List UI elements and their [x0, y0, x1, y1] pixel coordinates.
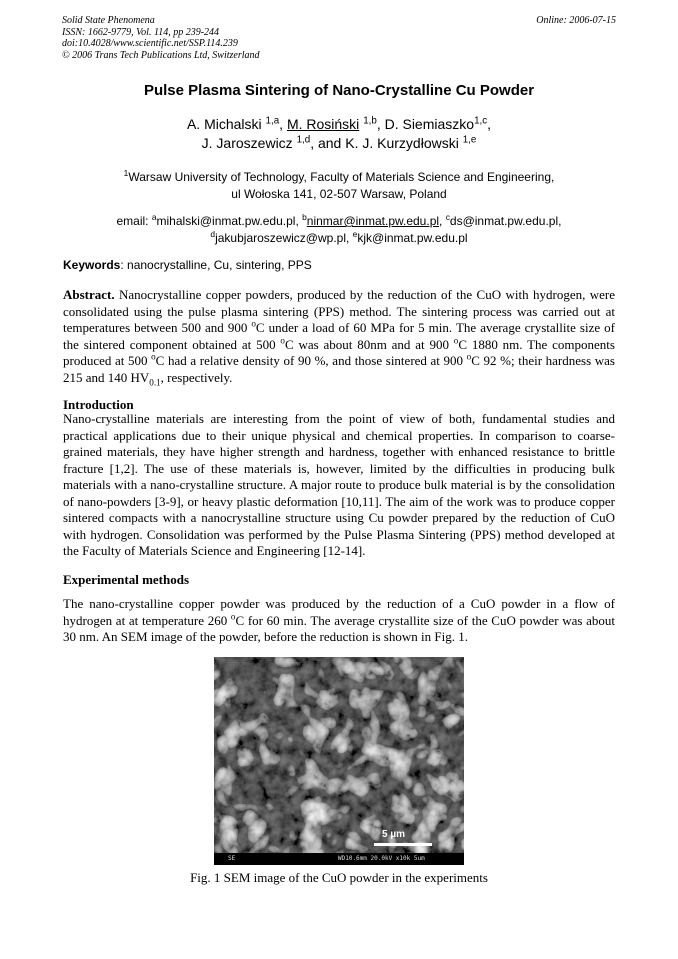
author-and: and: [317, 135, 342, 151]
scale-bar-label: 5 µm: [382, 829, 405, 840]
email-block: email: $^a$mihalski@inmat.pw.edu.pl, $^b$ninmar@inmat.pw.edu.pl, $^c$ds@inmat.pw.edu.pl, $^d$jakubjaroszewicz@wp.pl, $^e$kjk@inmat.pw.edu.pl: [116, 212, 562, 245]
author-name: M. Rosiński: [286, 116, 360, 132]
abstract-text: , respectively.: [160, 369, 233, 385]
doi-line: doi:10.4028/www.scientific.net/SSP.114.239: [62, 38, 238, 49]
scale-bar: [374, 843, 432, 846]
affiliation-line: ul Wołoska 141, 02-507 Warsaw, Poland: [231, 186, 447, 201]
keywords-text: : nanocrystalline, Cu, sintering, PPS: [120, 258, 312, 272]
degree-sup: o: [251, 318, 256, 329]
author-name: J. Jaroszewicz: [201, 135, 293, 151]
email-link[interactable]: ninmar@inmat.pw.edu.pl: [306, 214, 440, 228]
author-sup: 1,a: [265, 115, 280, 127]
abstract: [63, 287, 615, 386]
figure-caption: Fig. 1 SEM image of the CuO powder in the experiments: [190, 870, 488, 885]
abstract-text: Nanocrystalline copper powders, produced by the reduction of the CuO with hydrogen, were consolidated using the pulse plasma sintering (PPS) method. The sintering process was carried out at temperatures between 500 and 900: [63, 287, 615, 335]
abstract-text: C under a load of 60 MPa for 5 min. The average crystallite size of the sintered component obtained at 500: [63, 320, 615, 352]
email-link[interactable]: mihalski@inmat.pw.edu.pl: [156, 214, 296, 228]
abstract-text: C was about 80nm and at 900: [284, 336, 454, 352]
abstract-text: C 92 %; their hardness was 215 and 140 HV: [63, 353, 615, 385]
degree-sup: o: [230, 611, 236, 622]
email-sup: b: [302, 212, 307, 222]
hardness-sub: 0.1: [149, 377, 161, 388]
email-link[interactable]: ds@inmat.pw.edu.pl: [449, 214, 559, 228]
issn-line: ISSN: 1662-9779, Vol. 114, pp 239-244: [62, 26, 220, 38]
affiliation-sup: 1: [123, 168, 129, 178]
email-link[interactable]: jakubjaroszewicz@wp.pl: [215, 230, 346, 245]
experimental-text-part: The nano-crystalline copper powder was produced by the reduction of a CuO powder in a flow of hydrogen at at temperature 260: [63, 596, 615, 628]
author-sup: 1,c: [474, 115, 488, 127]
email-link[interactable]: kjk@inmat.pw.edu.pl: [357, 230, 468, 245]
copyright-line: © 2006 Trans Tech Publications Ltd, Switzerland: [62, 49, 260, 61]
author-sup: 1,b: [363, 115, 377, 127]
journal-header: [62, 15, 260, 61]
sem-texture: [214, 657, 464, 865]
keywords: [63, 258, 312, 272]
author-sup: 1,e: [462, 134, 477, 146]
email-sup: c: [445, 212, 450, 222]
email-label: email:: [116, 214, 152, 228]
degree-sup: o: [280, 335, 285, 346]
abstract-label: Abstract.: [63, 287, 115, 302]
experimental-heading: Experimental methods: [63, 572, 190, 587]
email-sup: d: [210, 228, 216, 239]
introduction-text: Nano-crystalline materials are interesting from the point of view of both, fundamental studies and practical applications due to their unique physical and chemical properties. In comparison to coarse-grained materials, they have higher strength and hardness, together with enhanced resistance to brittle fracture [1,2]. The use of these materials is, however, limited by the difficulties in producing bulk materials with a nano-crystalline structure. A major route to produce bulk material is by the consolidation of nano-powders [3-9], or heavy plastic deformation [10,11]. The aim of the work was to produce copper sintered compacts with a nanocrystalline structure using Cu powder prepared by the reduction of CuO with hydrogen. Consolidation was performed by the Pulse Plasma Sintering (PPS) method developed at the Faculty of Materials Science and Engineering [12-14].: [63, 411, 615, 558]
affiliation: [0, 169, 678, 202]
sem-image: [214, 657, 464, 865]
sem-parameters: WD10.6mm 20.0kV x10k 5um: [338, 855, 425, 862]
author-name: K. J. Kurzydłowski: [345, 135, 459, 151]
sem-info-bar: [214, 853, 464, 865]
online-date: Online: 2006-07-15: [536, 15, 616, 26]
degree-sup: o: [466, 351, 472, 362]
experimental-text: [63, 596, 615, 646]
abstract-text: C had a relative density of 90 %, and those sintered at 900: [155, 353, 467, 368]
degree-sup: o: [453, 335, 459, 346]
journal-name: Solid State Phenomena: [62, 15, 155, 26]
author-sup: 1,d: [296, 134, 311, 146]
degree-sup: o: [151, 351, 156, 362]
affiliation-line: Warsaw University of Technology, Faculty of Materials Science and Engineering,: [128, 170, 555, 184]
email-sup: e: [352, 228, 358, 239]
sem-mode: SE: [228, 855, 236, 862]
email-sup: a: [151, 212, 157, 222]
keywords-label: Keywords: [63, 258, 121, 272]
author-name: A. Michalski: [186, 116, 262, 132]
author-name: D. Siemiaszko: [384, 116, 475, 132]
abstract-text: C 1880 nm. The components produced at 500: [63, 336, 615, 368]
paper-title: Pulse Plasma Sintering of Nano-Crystalline Cu Powder: [143, 82, 535, 99]
introduction-heading: Introduction: [63, 397, 134, 412]
author-list: A. Michalski $^{1,a}$, M. Rosiński $^{1,b}$, D. Siemiaszko$^{1,c}$, J. Jaroszewicz $^{1,d}$, and K. J. Kurzydłowski $^{1,e}$: [186, 115, 492, 151]
experimental-text-part: C for 60 min. The average crystallite size of the CuO powder was about 30 nm. An SEM image of the powder, before the reduction is shown in Fig. 1.: [63, 612, 616, 644]
